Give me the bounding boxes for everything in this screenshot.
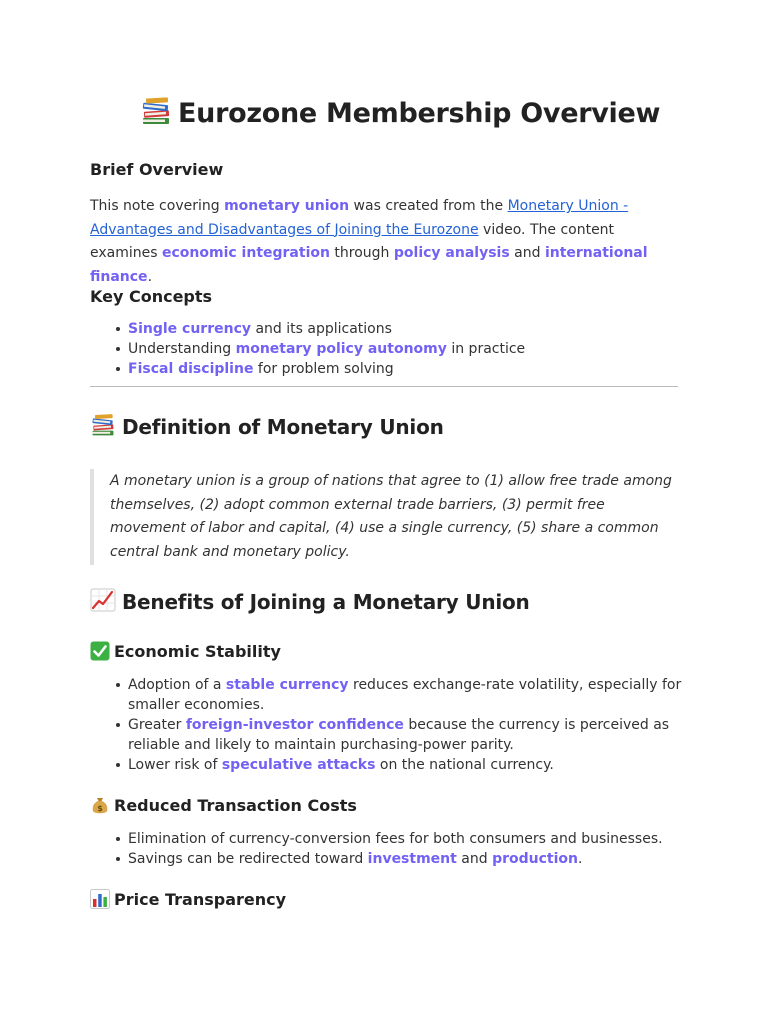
benefits-heading-text: Benefits of Joining a Monetary Union <box>122 590 530 614</box>
page-title <box>140 92 660 136</box>
item-text: Elimination of currency-conversion fees for both consumers and businesses. <box>128 831 663 847</box>
overview-text: and <box>509 245 545 261</box>
item-text: on the national currency. <box>375 757 554 773</box>
economic-stability-list <box>90 675 688 775</box>
keyword-highlight: economic integration <box>162 245 330 261</box>
books-icon <box>90 413 116 437</box>
overview-text: video. The content examines <box>90 221 615 261</box>
keyword-highlight: investment <box>367 851 457 867</box>
money-bag-icon <box>90 795 110 815</box>
check-mark-button-icon <box>90 641 110 661</box>
item-text: Savings can be redirected toward <box>128 851 368 867</box>
section-divider <box>90 386 678 387</box>
definition-heading <box>90 413 444 441</box>
transaction-costs-heading-text: Reduced Transaction Costs <box>114 796 357 815</box>
transaction-costs-heading <box>90 795 357 817</box>
item-text: in practice <box>446 341 526 357</box>
key-concepts-list <box>90 319 688 379</box>
source-video-link[interactable]: Monetary Union - Advantages and Disadvantages of Joining the Eurozone <box>90 198 629 238</box>
list-item <box>128 849 688 869</box>
price-transparency-heading <box>90 889 286 911</box>
item-text: for problem solving <box>253 361 394 377</box>
key-concepts-heading: Key Concepts <box>90 287 213 306</box>
keyword-highlight: stable currency <box>225 677 349 693</box>
list-item <box>128 675 688 715</box>
definition-quote: A monetary union is a group of nations that agree to (1) allow free trade among themselves, (2) adopt common external trade barriers, (3) permit free movement of labor and capital, (4) use a single currency, (5) share a common central bank and monetary policy. <box>90 469 678 565</box>
economic-stability-heading <box>90 641 281 663</box>
keyword-highlight: Fiscal discipline <box>128 361 254 377</box>
overview-text: This note covering <box>90 198 225 214</box>
bar-chart-icon <box>90 889 110 909</box>
keyword-highlight: policy analysis <box>393 245 510 261</box>
item-text: Understanding <box>128 341 236 357</box>
keyword-highlight: Single currency <box>128 321 251 337</box>
chart-increasing-icon <box>90 588 116 612</box>
item-text: reduces exchange-rate volatility, especially for smaller economies. <box>128 677 682 713</box>
list-item <box>128 755 688 775</box>
keyword-highlight: monetary policy autonomy <box>235 341 447 357</box>
overview-text: . <box>147 268 153 285</box>
list-item <box>128 829 688 849</box>
transaction-costs-list <box>90 829 688 869</box>
overview-paragraph <box>90 195 670 289</box>
list-item <box>128 715 688 755</box>
benefits-heading <box>90 588 530 616</box>
price-transparency-heading-text: Price Transparency <box>114 890 287 909</box>
item-text: Greater <box>128 717 186 733</box>
brief-overview-heading: Brief Overview <box>90 160 224 179</box>
item-text: Adoption of a <box>128 677 226 693</box>
page-title-text: Eurozone Membership Overview <box>178 98 661 129</box>
definition-heading-text: Definition of Monetary Union <box>122 415 444 439</box>
overview-text: through <box>329 245 394 261</box>
keyword-highlight: foreign-investor confidence <box>185 717 404 733</box>
overview-text: was created from the <box>349 198 508 214</box>
item-text: and <box>456 851 493 867</box>
item-text: . <box>578 851 583 867</box>
list-item <box>128 339 688 359</box>
books-icon <box>140 96 172 126</box>
keyword-highlight: monetary union <box>224 198 350 214</box>
item-text: because the currency is perceived as reliable and likely to maintain purchasing-power parity. <box>128 717 670 753</box>
list-item <box>128 359 688 379</box>
list-item <box>128 319 688 339</box>
keyword-highlight: international finance <box>90 245 648 285</box>
economic-stability-heading-text: Economic Stability <box>114 642 281 661</box>
item-text: and its applications <box>251 321 392 337</box>
keyword-highlight: production <box>492 851 578 867</box>
keyword-highlight: speculative attacks <box>221 757 376 773</box>
item-text: Lower risk of <box>128 757 222 773</box>
